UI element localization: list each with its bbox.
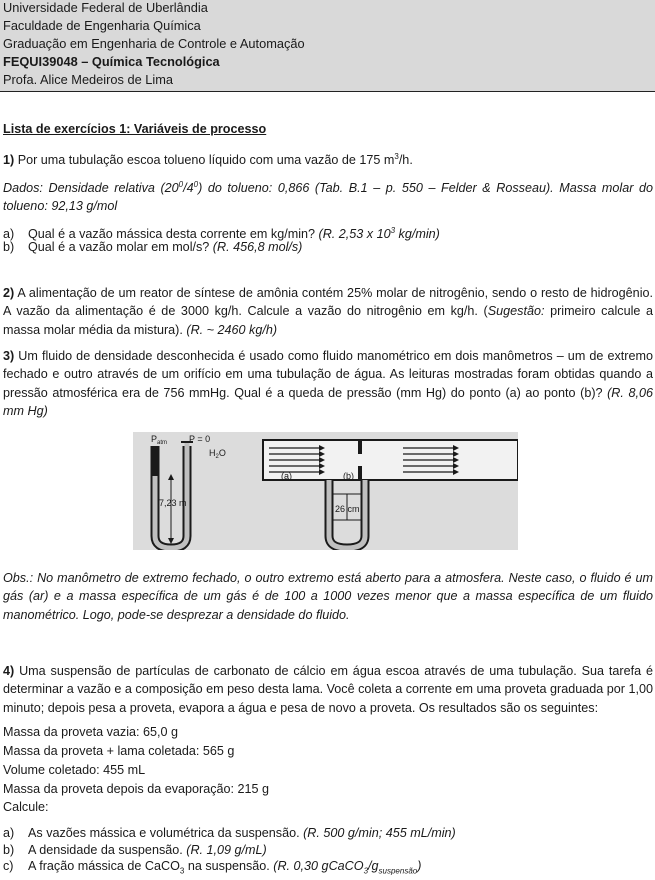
superscript: 0 bbox=[178, 180, 184, 189]
question-1-data bbox=[3, 176, 653, 216]
answer: (R. 0,30 $gCaCO_3/g_{suspensão}$) bbox=[273, 859, 422, 876]
patm-label: $P_{atm}$ bbox=[151, 434, 168, 446]
item-text: As vazões mássica e volumétrica da suspensão. bbox=[28, 826, 304, 840]
question-1b bbox=[3, 239, 302, 256]
item-text: Qual é a vazão molar em mol/s? bbox=[28, 240, 213, 254]
data-line-3: Volume coletado: 455 mL bbox=[3, 763, 146, 777]
superscript: 3 bbox=[394, 152, 399, 161]
question-text: primeiro calcule a massa molar média da mistura). bbox=[3, 304, 653, 337]
data-line-2: Massa da proveta + lama coletada: 565 g bbox=[3, 744, 235, 758]
obs-text: No manômetro de extremo fechado, o outro extremo está aberto para a atmosfera. Neste caso, o fluido é um gás (ar) e a massa específica de um gás é de 100 a 1000 vezes menor que a massa específica de um fluido manométrico. Logo, pode-se desprezar a densidade do fluido. bbox=[3, 571, 653, 622]
data-text: Dados: Densidade relativa (20 bbox=[3, 181, 179, 196]
data-text: /4 bbox=[183, 181, 194, 196]
question-2 bbox=[3, 284, 653, 339]
question-4a bbox=[3, 825, 456, 842]
item-text: Qual é a vazão mássica desta corrente em kg/min? bbox=[28, 227, 319, 242]
data-line-1: Massa da proveta vazia: 65,0 g bbox=[3, 725, 179, 739]
item-label: b) bbox=[3, 240, 15, 254]
item-label: a) bbox=[3, 826, 15, 840]
question-number: 4) bbox=[3, 664, 15, 678]
item-text: A densidade da suspensão. bbox=[28, 843, 187, 857]
point-b-label: (b) bbox=[343, 471, 354, 481]
question-4 bbox=[3, 662, 653, 717]
calculate-label: Calcule: bbox=[3, 800, 49, 814]
question-text-end: /h. bbox=[398, 153, 413, 168]
item-label: a) bbox=[3, 227, 15, 242]
manometer-figure bbox=[133, 432, 518, 550]
question-1 bbox=[3, 148, 413, 169]
height-label-left: 7,23 m bbox=[159, 498, 187, 508]
point-a-label: (a) bbox=[281, 471, 292, 481]
obs-label: Obs.: bbox=[3, 571, 34, 585]
answer: (R. 500 g/min; 455 mL/min) bbox=[303, 826, 456, 840]
observation-note bbox=[3, 569, 653, 624]
answer: (R. 1,09 g/mL) bbox=[186, 843, 267, 857]
question-3 bbox=[3, 347, 653, 420]
answer: (R. 2,53 x $10^3$ kg/min) bbox=[318, 226, 440, 242]
question-number: 2) bbox=[3, 286, 15, 300]
university-name: Universidade Federal de Uberlândia bbox=[3, 0, 208, 15]
item-label: b) bbox=[3, 843, 15, 857]
water-label: $H_2O$ bbox=[209, 448, 226, 460]
item-text: na suspensão. bbox=[184, 859, 274, 873]
manometer-diagram bbox=[133, 432, 518, 550]
item-label: c) bbox=[3, 859, 14, 873]
data-text: ) do tolueno: 0,866 (Tab. B.1 – p. 550 – Felder & Rosseau). Massa molar do tolueno: 92,13 g/mol bbox=[3, 181, 654, 214]
item-text: A fração mássica de CaCO bbox=[28, 859, 180, 873]
height-label-right: 26 cm bbox=[335, 504, 360, 514]
question-number: 1) bbox=[3, 153, 15, 168]
question-text: Um fluido de densidade desconhecida é usado como fluido manométrico em dois manômetros – um de extremo fechado e outro através de um orifício em uma tubulação de água. As leituras mostradas foram obtidas quando a pressão atmosférica era de 756 mmHg. Qual é a queda de pressão (mm Hg) do ponto (a) ao ponto (b)? bbox=[3, 349, 653, 400]
answer: (R. ~ 2460 kg/h) bbox=[186, 322, 278, 337]
program-name: Graduação em Engenharia de Controle e Automação bbox=[3, 36, 305, 51]
professor-name: Profa. Alice Medeiros de Lima bbox=[3, 72, 173, 87]
question-text: Por uma tubulação escoa tolueno líquido com uma vazão de 175 m bbox=[14, 153, 395, 168]
answer: (R. 456,8 mol/s) bbox=[212, 240, 303, 254]
question-4b bbox=[3, 842, 267, 859]
document-header bbox=[0, 0, 655, 92]
question-text: Uma suspensão de partículas de carbonato de cálcio em água escoa através de uma tubulação. Sua tarefa é determinar a vazão e a composição em peso desta lama. Você coleta a corrente em uma proveta graduada por 1,00 minuto; depois pesa a proveta, evapora a água e pesa de novo a proveta. Os resultados são os seguintes: bbox=[3, 664, 653, 715]
question-4c bbox=[3, 858, 421, 880]
p-zero-label: P = 0 bbox=[189, 434, 211, 444]
exercise-list-title: Lista de exercícios 1: Variáveis de processo bbox=[3, 122, 267, 136]
data-line-4: Massa da proveta depois da evaporação: 215 g bbox=[3, 782, 270, 796]
subscript: 3 bbox=[179, 866, 185, 876]
faculty-name: Faculdade de Engenharia Química bbox=[3, 18, 201, 33]
suggestion-label: Sugestão: bbox=[487, 304, 545, 319]
course-code: FEQUI39048 – Química Tecnológica bbox=[3, 54, 220, 69]
answer: (R. 8,06 mm Hg) bbox=[3, 385, 653, 418]
question-number: 3) bbox=[3, 349, 15, 363]
question-text: A alimentação de um reator de síntese de amônia contém 25% molar de nitrogênio, sendo o resto de hidrogênio. A vazão da alimentação é de 3000 kg/h. Calcule a vazão do nitrogênio em kg/h. ( bbox=[3, 286, 653, 319]
superscript: 0 bbox=[193, 180, 199, 189]
